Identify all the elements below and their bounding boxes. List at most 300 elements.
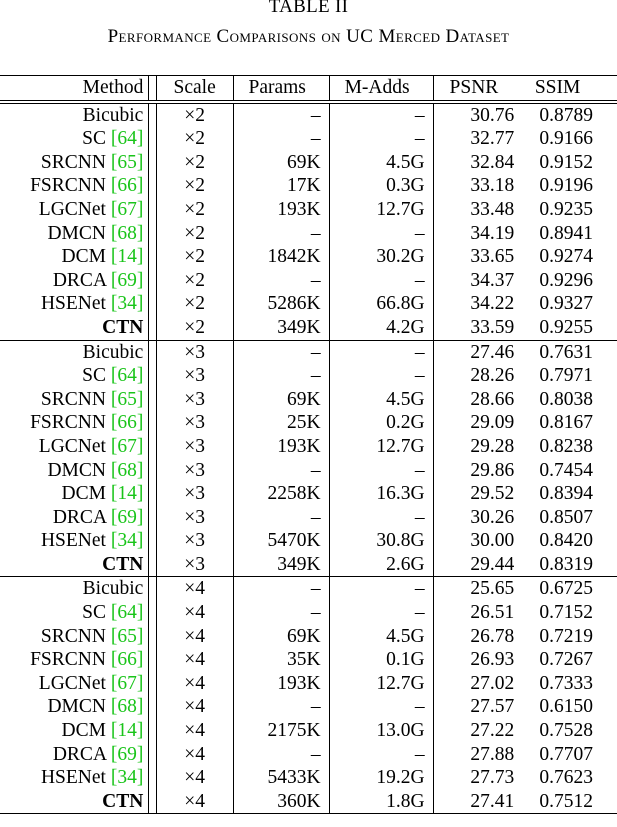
cell-method [0,198,149,222]
double-rule [149,222,156,246]
table-row [0,222,617,246]
cell-madds: – [329,743,433,767]
cell-method [0,435,149,459]
table-row [0,316,617,340]
cell-ssim: 0.7267 [539,649,593,671]
cell-madds: 12.7G [329,198,433,222]
method-name: SC [82,602,106,624]
cell-psnr: 29.28 [433,435,522,459]
table-row [0,292,617,316]
double-rule [149,364,156,388]
method-name: DCM [61,720,106,742]
table-row [0,151,617,175]
cell-scale: ×4 [184,720,206,742]
cell-params: 349K [233,316,329,340]
cell-madds: 12.7G [329,672,433,696]
cell-params: – [233,577,329,601]
cell-psnr: 29.86 [433,459,522,483]
cell-params: 69K [233,625,329,649]
cell-ssim: 0.8238 [539,435,593,457]
cell-params: 349K [233,553,329,577]
method-name: DMCN [47,459,106,481]
double-rule [149,553,156,577]
cell-method [0,553,149,577]
cell-ssim: 0.6725 [539,578,593,600]
table-row [0,506,617,530]
cell-scale: ×2 [184,175,206,197]
double-rule [149,76,156,102]
cell-scale: ×3 [184,506,206,528]
header-method: Method [82,77,144,98]
cell-psnr: 34.19 [433,222,522,246]
cell-psnr: 27.46 [433,340,522,364]
cell-method [0,269,149,293]
cell-params: 193K [233,198,329,222]
cell-scale: ×3 [184,365,206,387]
method-name: CTN [102,790,144,812]
double-rule [149,790,156,814]
double-rule [149,340,156,364]
cell-psnr: 27.22 [433,719,522,743]
cell-scale: ×4 [184,625,206,647]
cell-params: 2258K [233,482,329,506]
table-row [0,127,617,151]
citation-link[interactable]: [67] [110,435,144,457]
cell-params: 360K [233,790,329,814]
double-rule [149,316,156,340]
cell-method [0,364,149,388]
cell-psnr: 27.57 [433,695,522,719]
cell-madds: 4.5G [329,388,433,412]
cell-method [0,601,149,625]
cell-madds: – [329,340,433,364]
table-row [0,102,617,128]
cell-ssim: 0.9274 [539,246,593,268]
table-row [0,672,617,696]
cell-ssim: 0.7219 [539,625,593,647]
cell-method [0,411,149,435]
method-name: DCM [61,483,106,505]
citation-link[interactable]: [34] [110,530,144,552]
citation-link[interactable]: [68] [110,222,144,244]
table-label: TABLE II [268,0,349,17]
cell-scale: ×3 [184,483,206,505]
table-row [0,198,617,222]
cell-madds: 30.8G [329,529,433,553]
cell-madds: 66.8G [329,292,433,316]
cell-method [0,766,149,790]
cell-madds: 0.3G [329,174,433,198]
cell-method [0,245,149,269]
cell-psnr: 29.44 [433,553,522,577]
cell-ssim: 0.9235 [539,198,593,220]
citation-link[interactable]: [64] [110,602,144,624]
cell-ssim: 0.7623 [539,767,593,789]
cell-madds: 4.5G [329,625,433,649]
table-row [0,577,617,601]
cell-madds: – [329,364,433,388]
method-name: LGCNet [38,672,106,694]
cell-params: 1842K [233,245,329,269]
table-row [0,174,617,198]
cell-psnr: 26.93 [433,648,522,672]
cell-params: 193K [233,672,329,696]
double-rule [149,743,156,767]
results-table [0,75,617,814]
table-row [0,245,617,269]
method-name: HSENet [40,530,106,552]
cell-params: 69K [233,388,329,412]
method-name: FSRCNN [30,649,106,671]
double-rule [149,435,156,459]
table-row [0,529,617,553]
cell-params: – [233,695,329,719]
cell-params: 25K [233,411,329,435]
cell-madds: – [329,577,433,601]
cell-ssim: 0.7152 [539,602,593,624]
cell-madds: – [329,459,433,483]
table-row [0,625,617,649]
cell-method [0,127,149,151]
cell-madds: – [329,506,433,530]
cell-params: 69K [233,151,329,175]
cell-ssim: 0.8420 [539,530,593,552]
cell-madds: 13.0G [329,719,433,743]
cell-params: – [233,269,329,293]
cell-method [0,174,149,198]
cell-scale: ×3 [184,459,206,481]
cell-scale: ×2 [184,198,206,220]
method-name: DMCN [47,696,106,718]
double-rule [149,506,156,530]
cell-scale: ×3 [156,553,233,577]
method-name: LGCNet [38,198,106,220]
cell-scale: ×4 [184,767,206,789]
cell-ssim: 0.6150 [539,696,593,718]
method-name: DMCN [47,222,106,244]
citation-link[interactable]: [65] [110,151,144,173]
cell-madds: – [329,102,433,128]
cell-madds: 1.8G [329,790,433,814]
citation-link[interactable]: [65] [110,388,144,410]
cell-params: 5470K [233,529,329,553]
table-row [0,411,617,435]
table-row [0,766,617,790]
method-name: DCM [61,246,106,268]
cell-method [0,625,149,649]
cell-ssim: 0.9152 [539,151,593,173]
cell-madds: – [329,601,433,625]
cell-method [0,648,149,672]
cell-scale: ×4 [184,602,206,624]
cell-psnr: 33.48 [433,198,522,222]
cell-ssim: 0.7512 [522,790,617,814]
method-name: FSRCNN [30,175,106,197]
cell-psnr: 28.26 [433,364,522,388]
cell-psnr: 26.78 [433,625,522,649]
citation-link[interactable]: [68] [110,459,144,481]
cell-scale: ×4 [156,790,233,814]
cell-params: 5286K [233,292,329,316]
cell-ssim: 0.9327 [539,293,593,315]
header-ssim: SSIM [534,77,581,98]
cell-method [0,790,149,814]
table-row [0,269,617,293]
cell-madds: – [329,127,433,151]
double-rule [149,529,156,553]
cell-ssim: 0.9255 [522,316,617,340]
cell-ssim: 0.7631 [539,341,593,363]
cell-params: – [233,743,329,767]
cell-ssim: 0.9196 [539,175,593,197]
double-rule [149,127,156,151]
cell-method [0,151,149,175]
cell-psnr: 27.88 [433,743,522,767]
method-name: SC [82,128,106,150]
cell-ssim: 0.9166 [539,128,593,150]
table-header [0,76,617,102]
cell-ssim: 0.8507 [539,506,593,528]
cell-scale: ×4 [184,696,206,718]
cell-params: – [233,102,329,128]
cell-psnr: 32.77 [433,127,522,151]
cell-params: – [233,340,329,364]
double-rule [149,766,156,790]
cell-params: 193K [233,435,329,459]
cell-psnr: 25.65 [433,577,522,601]
cell-madds: – [329,695,433,719]
citation-link[interactable]: [68] [110,696,144,718]
cell-method [0,459,149,483]
table-row [0,459,617,483]
double-rule [149,102,156,128]
cell-psnr: 28.66 [433,388,522,412]
cell-madds: 0.2G [329,411,433,435]
table-body [0,102,617,814]
cell-madds: 16.3G [329,482,433,506]
double-rule [149,625,156,649]
double-rule [149,411,156,435]
citation-link[interactable]: [14] [110,720,144,742]
cell-madds: 19.2G [329,766,433,790]
citation-link[interactable]: [69] [110,743,144,765]
cell-method [0,529,149,553]
cell-scale: ×3 [184,530,206,552]
header-scale: Scale [173,77,216,98]
cell-psnr: 27.73 [433,766,522,790]
cell-ssim: 0.7707 [539,743,593,765]
cell-ssim: 0.8038 [539,388,593,410]
citation-link[interactable]: [64] [110,365,144,387]
cell-ssim: 0.8167 [539,412,593,434]
header-psnr: PSNR [433,76,522,102]
cell-scale: ×2 [184,293,206,315]
cell-psnr: 34.22 [433,292,522,316]
double-rule [149,388,156,412]
header-params: Params [233,76,329,102]
method-name: CTN [102,553,144,575]
cell-madds: – [329,222,433,246]
cell-madds: – [329,269,433,293]
cell-scale: ×2 [184,246,206,268]
cell-params: – [233,127,329,151]
cell-ssim: 0.7528 [539,720,593,742]
cell-scale: ×2 [184,104,206,126]
cell-scale: ×4 [184,578,206,600]
method-name: Bicubic [82,341,144,363]
cell-psnr: 33.18 [433,174,522,198]
cell-madds: 12.7G [329,435,433,459]
cell-scale: ×3 [184,412,206,434]
double-rule [149,198,156,222]
citation-link[interactable]: [66] [110,175,144,197]
citation-link[interactable]: [14] [110,246,144,268]
double-rule [149,482,156,506]
citation-link[interactable]: [34] [110,767,144,789]
cell-params: – [233,601,329,625]
double-rule [149,695,156,719]
cell-scale: ×4 [184,649,206,671]
cell-ssim: 0.7971 [539,365,593,387]
double-rule [149,601,156,625]
double-rule [149,459,156,483]
table-row [0,435,617,459]
cell-madds: 2.6G [329,553,433,577]
cell-ssim: 0.7333 [539,672,593,694]
double-rule [149,245,156,269]
cell-scale: ×3 [184,341,206,363]
cell-method [0,482,149,506]
cell-ssim: 0.7454 [539,459,593,481]
cell-method [0,292,149,316]
cell-scale: ×2 [156,316,233,340]
double-rule [149,648,156,672]
cell-scale: ×3 [184,388,206,410]
cell-madds: 4.5G [329,151,433,175]
table-row [0,601,617,625]
table-row [0,364,617,388]
cell-ssim: 0.8789 [539,104,593,126]
cell-scale: ×2 [184,222,206,244]
header-madds: M-Adds [329,76,433,102]
double-rule [149,292,156,316]
double-rule [149,269,156,293]
cell-method [0,719,149,743]
method-name: SRCNN [40,151,106,173]
cell-params: – [233,364,329,388]
cell-method [0,577,149,601]
cell-madds: 30.2G [329,245,433,269]
table-row [0,790,617,814]
table-row [0,553,617,577]
method-name: Bicubic [82,104,144,126]
cell-scale: ×4 [184,743,206,765]
citation-link[interactable]: [64] [110,128,144,150]
cell-method [0,102,149,128]
citation-link[interactable]: [66] [110,649,144,671]
citation-link[interactable]: [34] [110,293,144,315]
method-name: SC [82,365,106,387]
cell-params: – [233,459,329,483]
cell-ssim: 0.8394 [539,483,593,505]
method-name: DRCA [52,743,106,765]
cell-psnr: 33.59 [433,316,522,340]
cell-psnr: 32.84 [433,151,522,175]
citation-link[interactable]: [67] [110,198,144,220]
cell-scale: ×2 [184,151,206,173]
table-row [0,340,617,364]
cell-method [0,695,149,719]
method-name: FSRCNN [30,412,106,434]
double-rule [149,151,156,175]
table-row [0,695,617,719]
citation-link[interactable]: [65] [110,625,144,647]
cell-method [0,672,149,696]
table-row [0,388,617,412]
cell-ssim: 0.8941 [539,222,593,244]
method-name: SRCNN [40,388,106,410]
cell-psnr: 27.02 [433,672,522,696]
citation-link[interactable]: [69] [110,269,144,291]
cell-madds: 4.2G [329,316,433,340]
cell-scale: ×3 [184,435,206,457]
citation-link[interactable]: [69] [110,506,144,528]
cell-psnr: 30.26 [433,506,522,530]
table-row [0,648,617,672]
cell-params: – [233,222,329,246]
cell-method [0,506,149,530]
double-rule [149,719,156,743]
cell-params: 35K [233,648,329,672]
table-title: Performance Comparisons on UC Merced Dataset [107,26,510,47]
double-rule [149,672,156,696]
cell-psnr: 30.76 [433,102,522,128]
double-rule [149,174,156,198]
cell-ssim: 0.9296 [539,269,593,291]
method-name: CTN [102,316,144,338]
table-row [0,719,617,743]
cell-method [0,388,149,412]
cell-method [0,222,149,246]
citation-link[interactable]: [66] [110,412,144,434]
cell-params: 5433K [233,766,329,790]
citation-link[interactable]: [67] [110,672,144,694]
method-name: LGCNet [38,435,106,457]
cell-psnr: 27.41 [433,790,522,814]
cell-ssim: 0.8319 [522,553,617,577]
method-name: DRCA [52,269,106,291]
cell-psnr: 26.51 [433,601,522,625]
cell-psnr: 29.52 [433,482,522,506]
cell-madds: 0.1G [329,648,433,672]
method-name: HSENet [40,293,106,315]
cell-psnr: 33.65 [433,245,522,269]
citation-link[interactable]: [14] [110,483,144,505]
method-name: HSENet [40,767,106,789]
cell-psnr: 29.09 [433,411,522,435]
cell-scale: ×2 [184,128,206,150]
method-name: Bicubic [82,578,144,600]
table-row [0,743,617,767]
cell-method [0,316,149,340]
cell-params: – [233,506,329,530]
method-name: SRCNN [40,625,106,647]
header-row [0,76,617,102]
cell-scale: ×4 [184,672,206,694]
cell-scale: ×2 [184,269,206,291]
cell-method [0,340,149,364]
cell-psnr: 30.00 [433,529,522,553]
